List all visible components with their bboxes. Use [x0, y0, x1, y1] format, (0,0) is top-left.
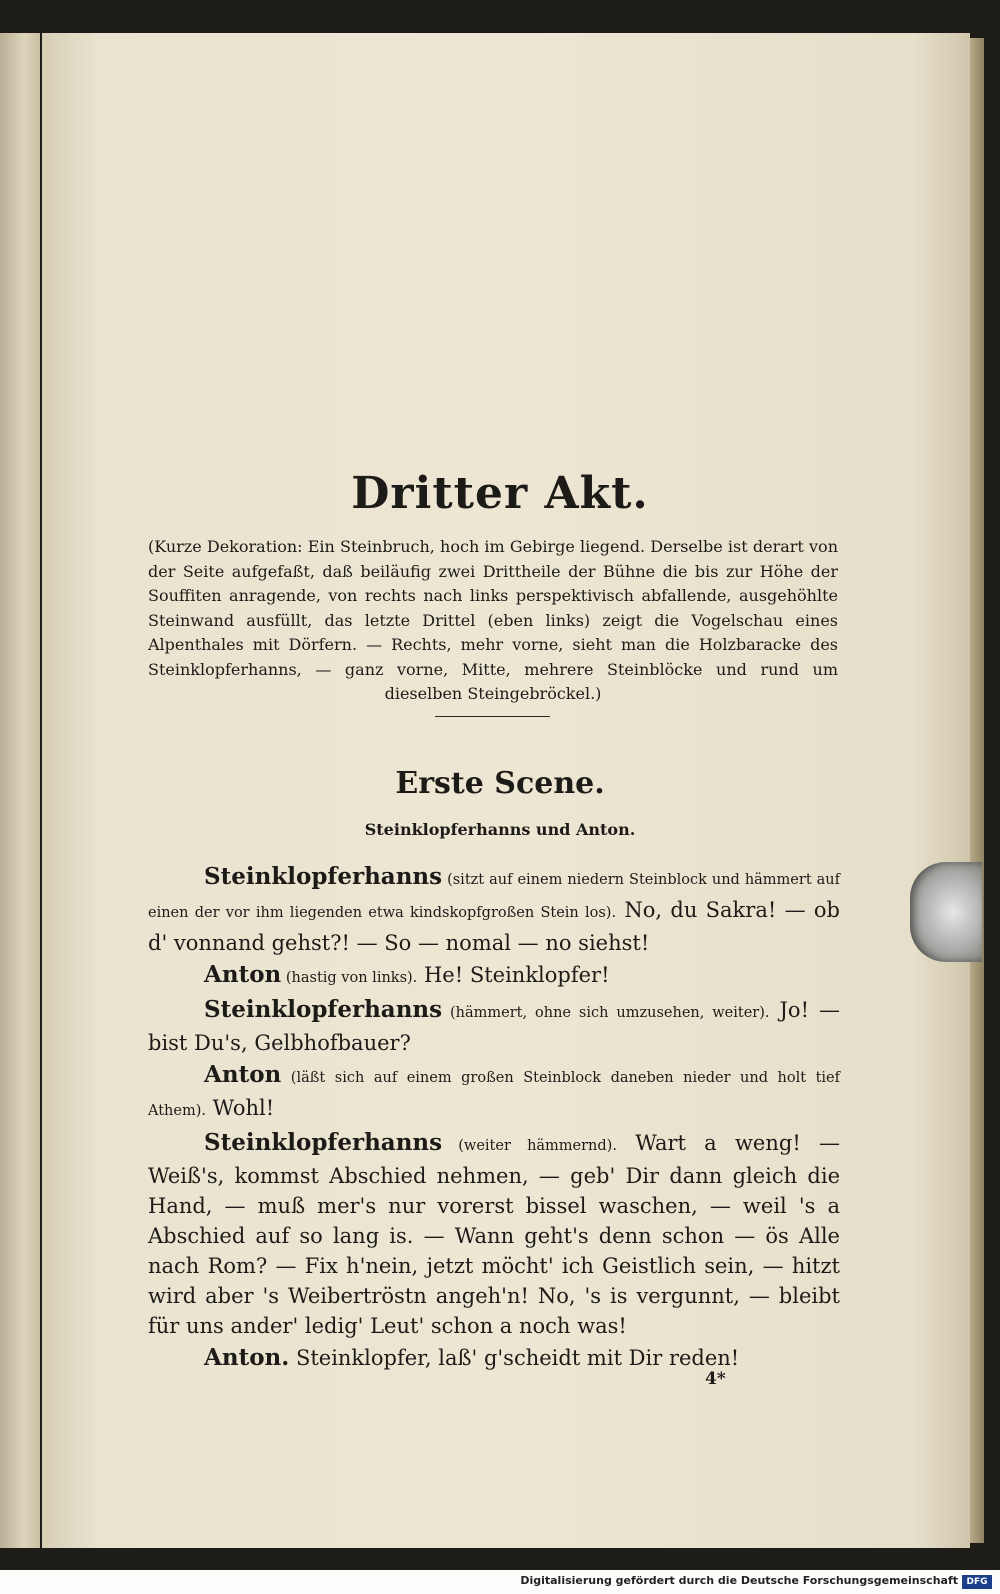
- page-clip: [910, 862, 982, 962]
- spoken-text: He! Steinklopfer!: [417, 963, 610, 987]
- speaker-name: Steinklopferhanns: [204, 996, 443, 1023]
- speaker-name: Anton: [204, 1061, 282, 1088]
- dialogue-line: [148, 1128, 840, 1341]
- spoken-text: Wart a weng! — Weiß's, kommst Abschied nehmen, — geb' Dir dann gleich die Hand, — muß mer's nur vorerst bissel waschen, — weil 's a Abschied auf so lang is. — Wann geht's denn schon — ös Alle nach Rom? — Fix h'nein, jetzt möcht' ich Geistlich sein, — hitzt wird aber 's Weibertröstn angeh'n! No, 's is vergunnt, — bleibt für uns ander' ledig' Leut' schon a noch was!: [148, 1131, 840, 1338]
- signature-mark: 4*: [705, 1369, 726, 1389]
- stage-note: (weiter hämmernd).: [442, 1138, 617, 1154]
- speaker-name: Steinklopferhanns: [204, 863, 443, 890]
- left-page-edge: [0, 33, 40, 1548]
- speaker-name: Anton.: [204, 1344, 290, 1371]
- page-stack-edge: [970, 38, 984, 1543]
- act-title: Dritter Akt.: [351, 468, 649, 519]
- digitization-credit: Digitalisierung gefördert durch die Deutsche Forschungsgemeinschaft: [520, 1574, 958, 1587]
- dialogue-line: [148, 960, 840, 993]
- dialogue: [148, 862, 840, 1378]
- dialogue-line: [148, 862, 840, 958]
- stage-note: (läßt sich auf einem großen Steinblock daneben nieder und holt tief Athem).: [148, 1070, 840, 1119]
- dialogue-line: [148, 1060, 840, 1126]
- scene-title: Erste Scene.: [395, 766, 605, 801]
- stage-direction: (Kurze Dekoration: Ein Steinbruch, hoch im Gebirge liegend. Derselbe ist derart von der Seite aufgefaßt, daß beiläufig zwei Drittheile der Bühne die bis zur Höhe der Souffiten anragende, von rechts nach links perspektivisch abfallende, ausgehöhlte Steinwand ausfüllt, das letzte Drittel (eben links) zeigt die Vogelschau eines Alpenthales mit Dörfern. — Rechts, mehr vorne, sieht man die Holzbaracke des Steinklopferhanns, — ganz vorne, Mitte, mehrere Steinblöcke und rund um dieselben Steingebröckel.): [148, 537, 838, 703]
- speaker-name: Anton: [204, 961, 282, 988]
- spoken-text: No, du Sakra! — ob d' vonnand gehst?! — So — nomal — no siehst!: [148, 898, 840, 955]
- dialogue-line: [148, 1343, 840, 1376]
- stage-note: (sitzt auf einem niedern Steinblock und hämmert auf einen der vor ihm liegenden etwa kindskopfgroßen Stein los).: [148, 872, 840, 921]
- spoken-text: Steinklopfer, laß' g'scheidt mit Dir reden!: [289, 1346, 740, 1370]
- speaker-name: Steinklopferhanns: [204, 1129, 443, 1156]
- spoken-text: Jo! — bist Du's, Gelbhofbauer?: [148, 998, 840, 1055]
- dfg-logo: DFG: [962, 1575, 992, 1589]
- stage-note: (hämmert, ohne sich umzusehen, weiter).: [442, 1005, 770, 1021]
- spoken-text: Wohl!: [205, 1096, 275, 1120]
- scene-characters: Steinklopferhanns und Anton.: [364, 820, 636, 839]
- section-divider: [435, 716, 550, 717]
- stage-note: (hastig von links).: [281, 970, 418, 986]
- dialogue-line: [148, 995, 840, 1058]
